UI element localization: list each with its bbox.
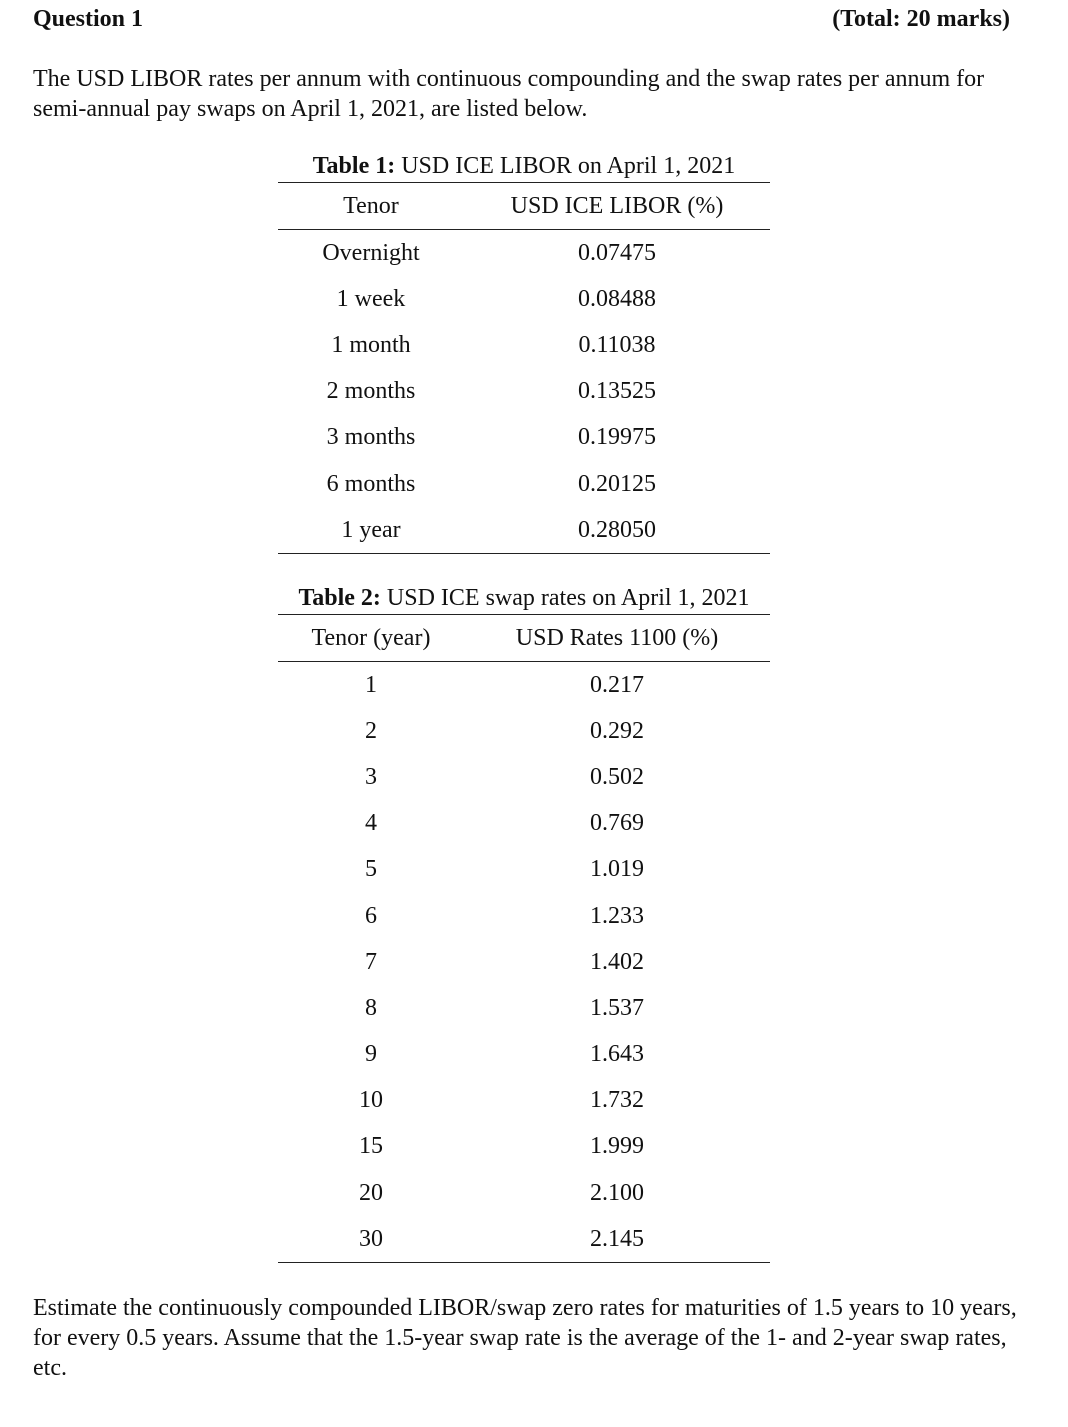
col-swap-rate: USD Rates 1100 (%)	[515, 624, 719, 651]
libor-table-caption: Table 1: USD ICE LIBOR on April 1, 2021	[312, 153, 736, 179]
task-paragraph: Estimate the continuously compounded LIBOR/swap zero rates for maturities of 1.5 years to 10 years, for every 0.5 years. Assume that the 1.5-year swap rate is the average of the 1- and 2-year swap rates, etc.	[33, 1295, 1017, 1381]
table-row: 1 year 0.28050	[341, 516, 656, 543]
col-libor: USD ICE LIBOR (%)	[510, 192, 724, 219]
table-row: 2 months 0.13525	[326, 378, 656, 405]
question-header	[33, 6, 1010, 33]
table-row: 2 0.292	[365, 717, 644, 744]
table-row: 30 2.145	[359, 1225, 644, 1252]
libor-rows	[278, 230, 770, 553]
table-row: 15 1.999	[359, 1133, 644, 1160]
table-row: 9 1.643	[365, 1041, 644, 1068]
table-row: 5 1.019	[365, 856, 644, 883]
table-row: 3 months 0.19975	[326, 424, 656, 451]
question-title: Question 1	[33, 6, 144, 32]
swap-table-caption: Table 2: USD ICE swap rates on April 1, 2021	[298, 585, 750, 611]
total-marks: (Total: 20 marks)	[832, 6, 1010, 32]
swap-rows	[278, 662, 770, 1262]
table-row: 1 month 0.11038	[331, 331, 656, 358]
table-row: 10 1.732	[359, 1087, 644, 1114]
table-row: 8 1.537	[365, 994, 644, 1021]
table-row: 1 0.217	[365, 671, 644, 698]
table-row: 6 months 0.20125	[326, 470, 656, 497]
intro-paragraph: The USD LIBOR rates per annum with continuous compounding and the swap rates per annum for semi-annual pay swaps on April 1, 2021, are listed below.	[33, 66, 985, 122]
libor-table-header	[278, 183, 770, 230]
table-row: 6 1.233	[365, 902, 644, 929]
table-row: 1 week 0.08488	[336, 285, 656, 312]
libor-table	[278, 152, 770, 554]
table-row: 20 2.100	[359, 1179, 644, 1206]
table-row: 4 0.769	[365, 810, 644, 837]
table-row: Overnight 0.07475	[322, 239, 656, 266]
swap-table	[278, 584, 770, 1263]
table-row: 7 1.402	[365, 948, 644, 975]
col-tenor: Tenor	[343, 192, 399, 219]
col-tenor-year: Tenor (year)	[311, 624, 431, 651]
table-row: 3 0.502	[365, 763, 644, 790]
swap-table-header	[278, 615, 770, 662]
